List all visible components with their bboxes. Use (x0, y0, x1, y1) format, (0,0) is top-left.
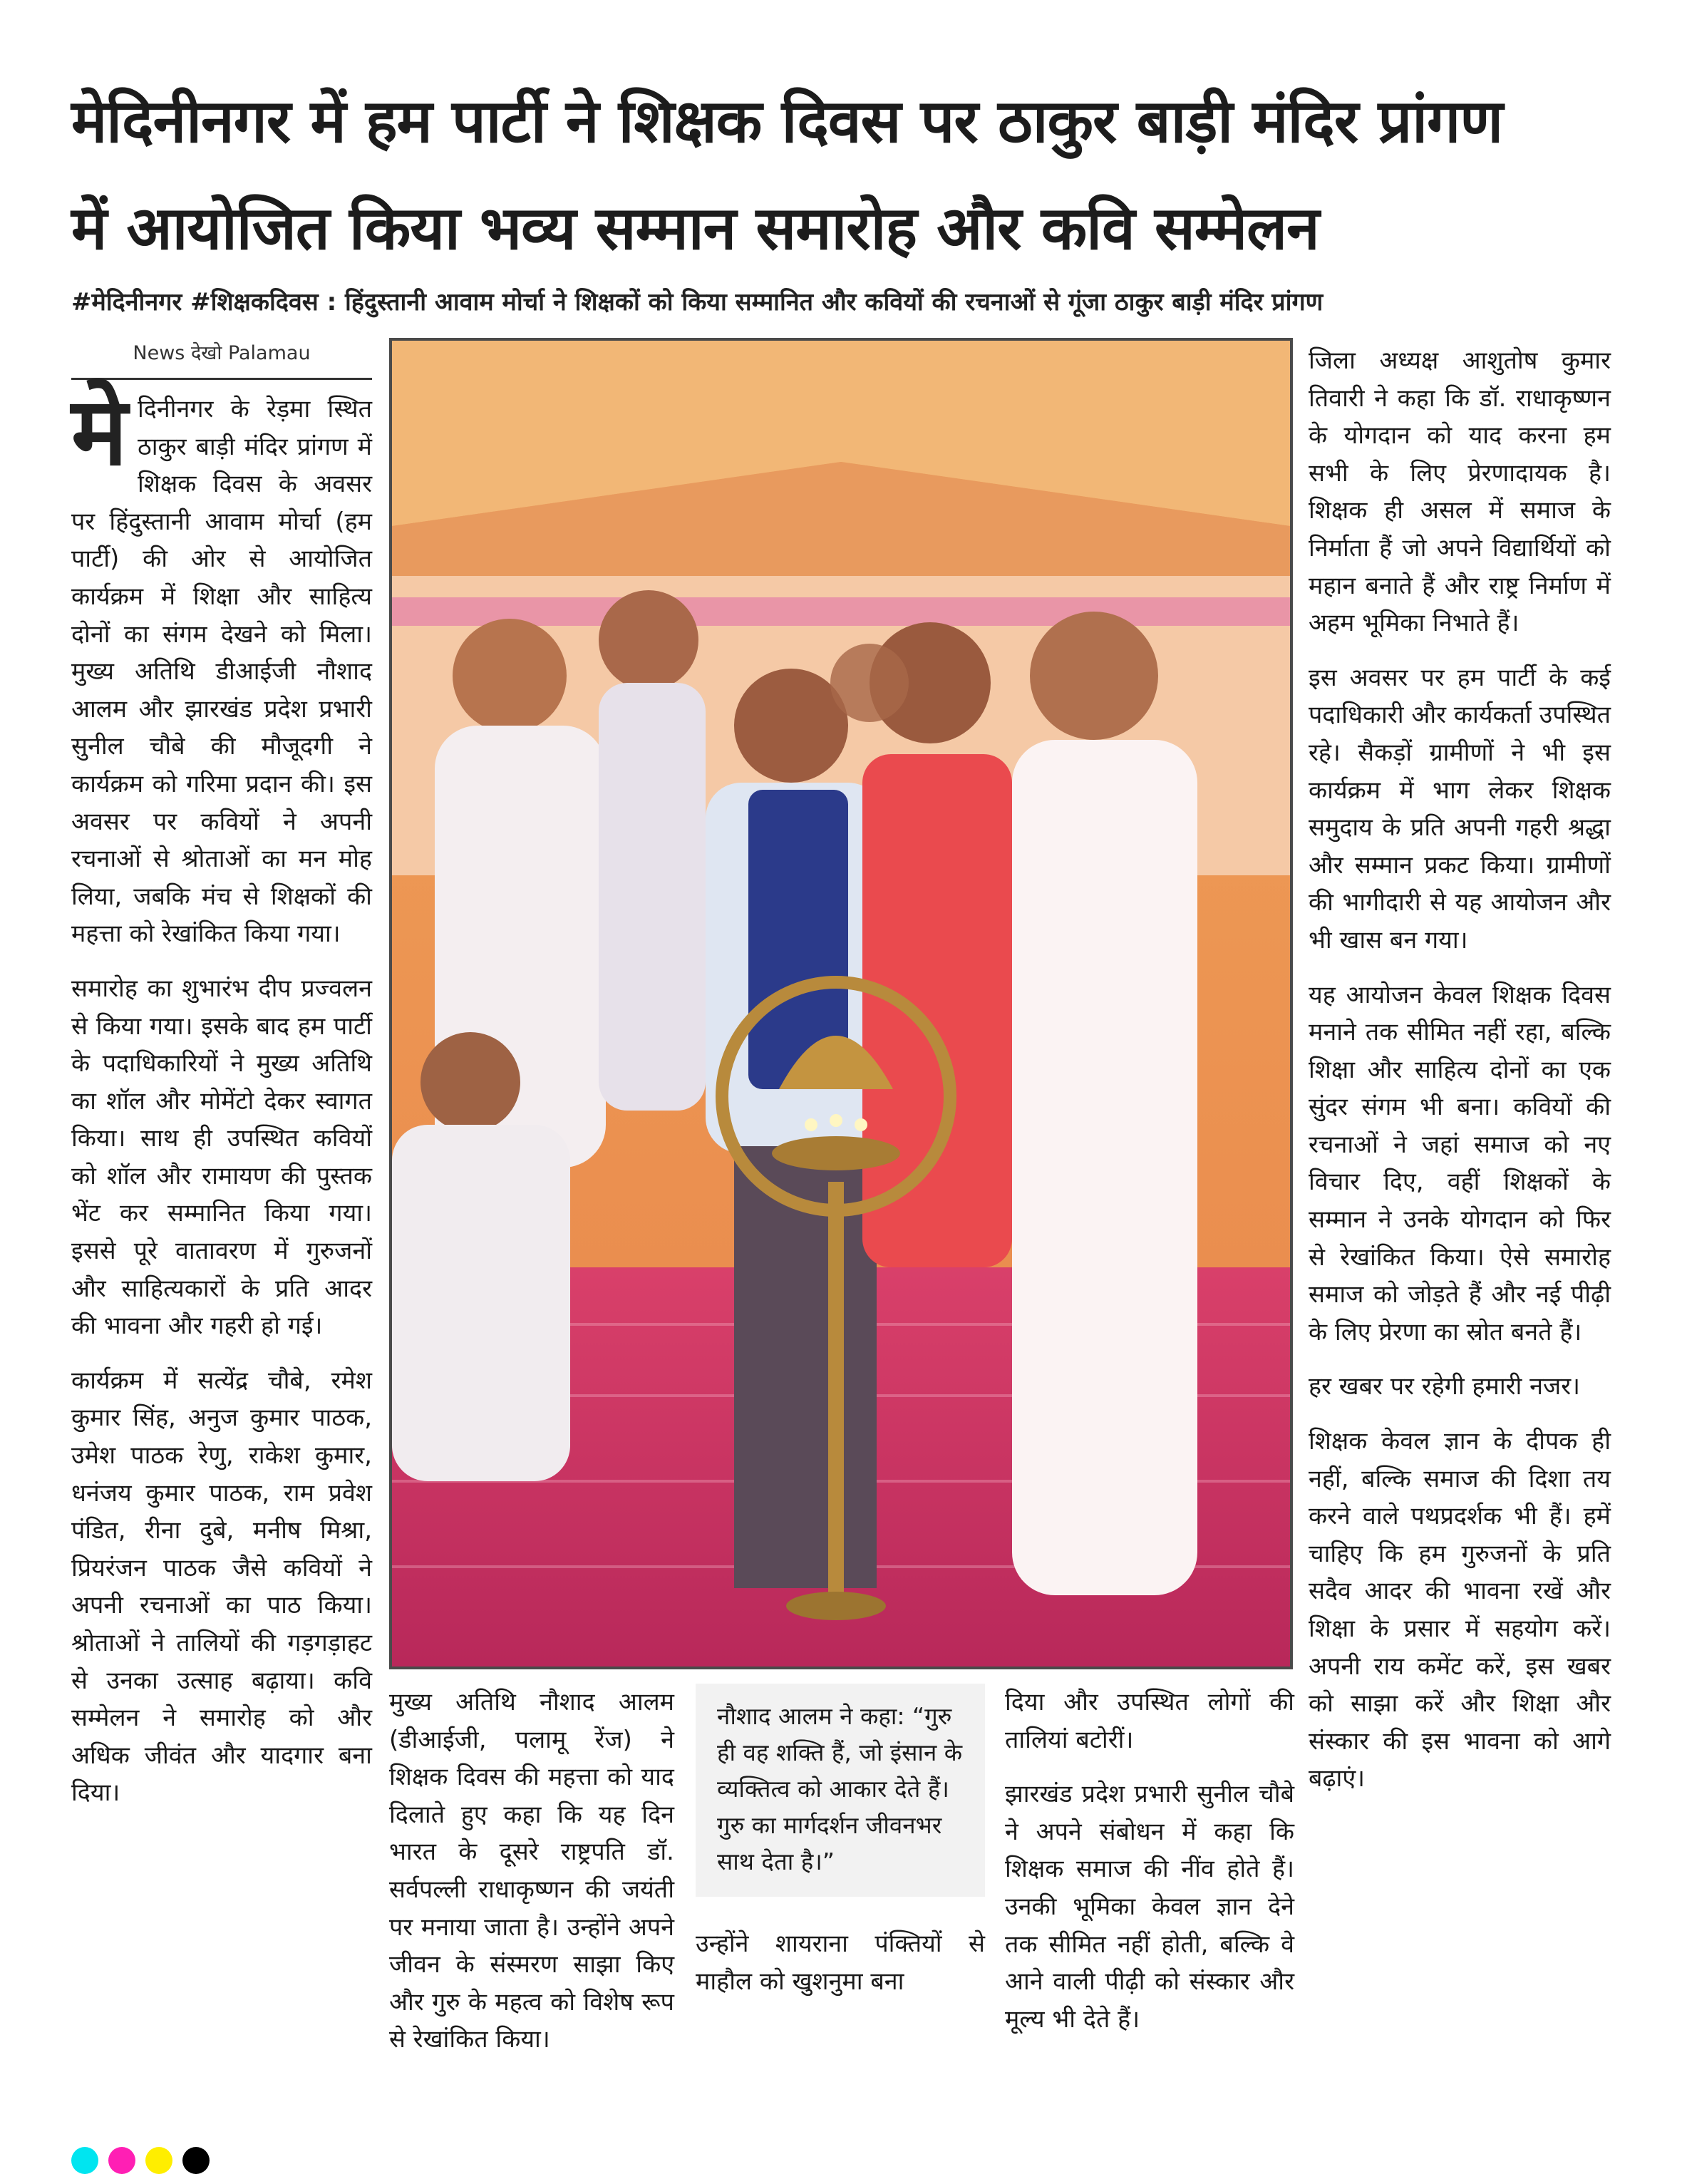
article-paragraph: दिया और उपस्थित लोगों की तालियां बटोरीं। (1005, 1688, 1294, 1754)
article-paragraph: झारखंड प्रदेश प्रभारी सुनील चौबे ने अपने संबोधन में कहा कि शिक्षक समाज की नींव होते हैं। उनकी भूमिका केवल ज्ञान देने तक सीमित नहीं होती, बल्कि वे आने वाली पीढ़ी को संस्कार और मूल्य भी देते हैं। (1005, 1780, 1294, 2034)
article-paragraph: जिला अध्यक्ष आशुतोष कुमार तिवारी ने कहा कि डॉ. राधाकृष्णन के योगदान को याद करना हम सभी के लिए प्रेरणादायक है। शिक्षक ही असल में समाज के निर्माता हैं जो अपने विद्यार्थियों को महान बनाते हैं और राष्ट्र निर्माण में अहम भूमिका निभाते हैं। (1309, 346, 1611, 638)
article-paragraph: समारोह का शुभारंभ दीप प्रज्वलन से किया गया। इसके बाद हम पार्टी के पदाधिकारियों ने मुख्य अतिथि का शॉल और मोमेंटो देकर स्वागत किया। साथ ही उपस्थित कवियों को शॉल और रामायण की पुस्तक भेंट कर सम्मानित किया गया। इससे पूरे वातावरण में गुरुजनों और साहित्यकारों के प्रति आदर की भावना और गहरी हो गई। (71, 974, 372, 1341)
headline-line-1: मेदिनीनगर में हम पार्टी ने शिक्षक दिवस पर ठाकुर बाड़ी मंदिर प्रांगण (71, 86, 1503, 156)
event-photo (389, 338, 1293, 1669)
article-column-3 (696, 1684, 985, 2000)
cyan-registration-dot (71, 2147, 98, 2174)
subheadline: #मेदिनीनगर #शिक्षकदिवस : हिंदुस्तानी आवाम मोर्चा ने शिक्षकों को किया सम्मानित और कवियों की रचनाओं से गूंजा ठाकुर बाड़ी मंदिर प्रांगण (71, 288, 1324, 316)
black-registration-dot (182, 2147, 210, 2174)
headline-line-2: में आयोजित किया भव्य सम्मान समारोह और कवि सम्मेलन (71, 193, 1319, 263)
article-paragraph: हर खबर पर रहेगी हमारी नजर। (1309, 1372, 1581, 1401)
article-column-4 (1005, 1684, 1294, 2038)
article-paragraph: इस अवसर पर हम पार्टी के कई पदाधिकारी और कार्यकर्ता उपस्थित रहे। सैकड़ों ग्रामीणों ने भी इस कार्यक्रम में भाग लेकर शिक्षक समुदाय के प्रति अपनी गहरी श्रद्धा और सम्मान प्रकट किया। ग्रामीणों की भागीदारी से यह आयोजन और भी खास बन गया। (1309, 663, 1611, 954)
lamp-lighting-photo (392, 341, 1290, 1667)
article-paragraph: शिक्षक केवल ज्ञान के दीपक ही नहीं, बल्कि समाज की दिशा तय करने वाले पथप्रदर्शक भी हैं। हमें चाहिए कि हम गुरुजनों के प्रति सदैव आदर की भावना रखें और शिक्षा के प्रसार में सहयोग करें। अपनी राय कमेंट करें, इस खबर को साझा करें और शिक्षा और संस्कार की इस भावना को आगे बढ़ाएं। (1309, 1427, 1611, 1793)
byline: News देखो Palamau (71, 335, 372, 380)
article-column-2 (389, 1684, 674, 2059)
paragraph-text: दिनीनगर के रेड़मा स्थित ठाकुर बाड़ी मंदिर प्रांगण में शिक्षक दिवस के अवसर पर हिंदुस्तानी आवाम मोर्चा (हम पार्टी) की ओर से आयोजित कार्यक्रम में शिक्षा और साहित्य दोनों का संगम देखने को मिला। मुख्य अतिथि डीआईजी नौशाद आलम और झारखंड प्रदेश प्रभारी सुनील चौबे की मौजूदगी ने कार्यक्रम को गरिमा प्रदान की। इस अवसर पर कवियों ने अपनी रचनाओं से श्रोताओं का मन मोह लिया, जबकि मंच से शिक्षकों की महत्ता को रेखांकित किया गया। (71, 395, 372, 949)
article-paragraph (71, 377, 372, 953)
pull-quote: नौशाद आलम ने कहा: “गुरु ही वह शक्ति हैं, जो इंसान के व्यक्तित्व को आकार देते हैं। गुरु का मार्गदर्शन जीवनभर साथ देता है।” (696, 1684, 985, 1897)
article-paragraph: उन्होंने शायराना पंक्तियों से माहौल को खुशनुमा बना (696, 1930, 985, 1996)
yellow-registration-dot (145, 2147, 172, 2174)
magenta-registration-dot (108, 2147, 135, 2174)
article-paragraph: कार्यक्रम में सत्येंद्र चौबे, रमेश कुमार सिंह, अनुज कुमार पाठक, उमेश पाठक रेणु, राकेश कुमार, धनंजय कुमार पाठक, राम प्रवेश पंडित, रीना दुबे, मनीष मिश्रा, प्रियरंजन पाठक जैसे कवियों ने अपनी रचनाओं का पाठ किया। श्रोताओं ने तालियों की गड़गड़ाहट से उनका उत्साह बढ़ाया। कवि सम्मेलन ने समारोह को और अधिक जीवंत और यादगार बना दिया। (71, 1366, 372, 1808)
article-paragraph: यह आयोजन केवल शिक्षक दिवस मनाने तक सीमित नहीं रहा, बल्कि शिक्षा और साहित्य दोनों का एक सुंदर संगम भी बना। कवियों की रचनाओं ने जहां समाज को नए विचार दिए, वहीं शिक्षकों के सम्मान ने उनके योगदान को फिर से रेखांकित किया। ऐसे समारोह समाज को जोड़ते हैं और नई पीढ़ी के लिए प्रेरणा का स्रोत बनते हैं। (1309, 980, 1611, 1346)
article-column-5 (1309, 342, 1611, 1798)
drop-cap: मे (71, 377, 128, 487)
headline (71, 68, 1625, 282)
article-paragraph: मुख्य अतिथि नौशाद आलम (डीआईजी, पलामू रेंज) ने शिक्षक दिवस की महत्ता को याद दिलाते हुए कहा कि यह दिन भारत के दूसरे राष्ट्रपति डॉ. सर्वपल्ली राधाकृष्णन की जयंती पर मनाया जाता है। उन्होंने अपने जीवन के संस्मरण साझा किए और गुरु के महत्व को विशेष रूप से रेखांकित किया। (389, 1688, 674, 2054)
article-column-1 (71, 377, 372, 1812)
